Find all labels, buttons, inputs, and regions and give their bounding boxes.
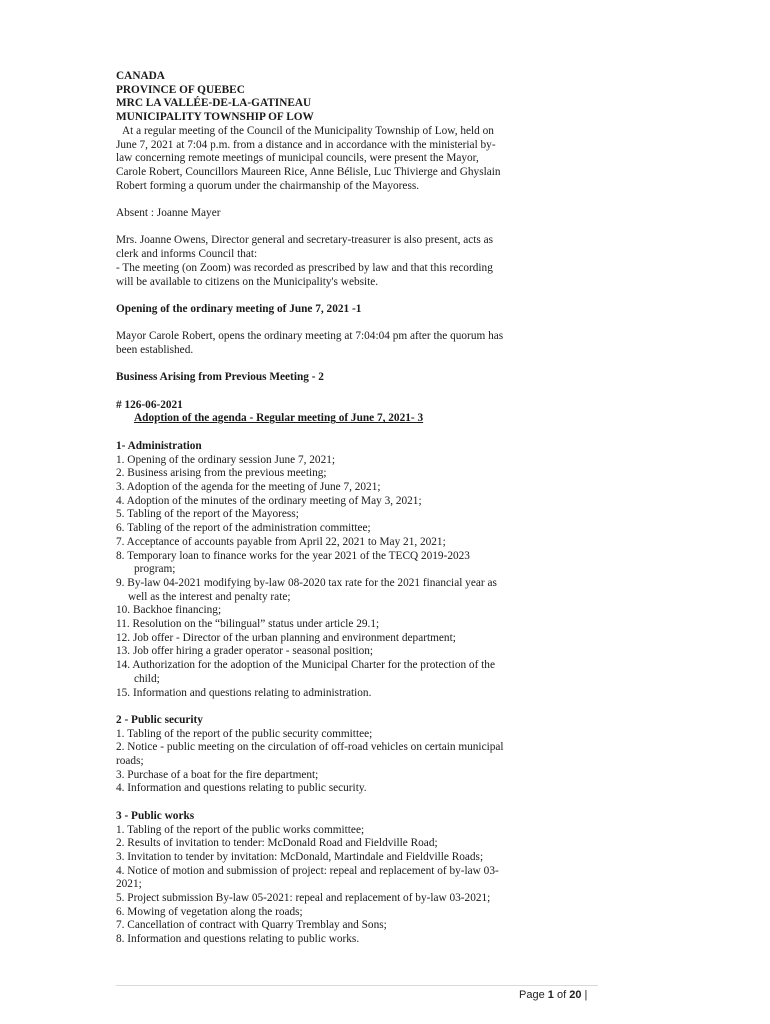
list-item: 8. Temporary loan to finance works for the year 2021 of the TECQ 2019-2023	[116, 549, 470, 562]
list-item: 14. Authorization for the adoption of the Municipal Charter for the protection of the	[116, 659, 495, 672]
intro-line: Robert forming a quorum under the chairmanship of the Mayoress.	[116, 179, 420, 192]
director-line: Mrs. Joanne Owens, Director general and secretary-treasurer is also present, acts as	[116, 234, 494, 247]
opening-title: Opening of the ordinary meeting of June 7, 2021 -1	[116, 302, 362, 315]
intro-paragraph	[116, 125, 596, 194]
director-line: - The meeting (on Zoom) was recorded as prescribed by law and that this recording	[116, 261, 493, 274]
list-item-continuation: roads;	[116, 755, 144, 768]
list-item: 5. Project submission By-law 05-2021: repeal and replacement of by-law 03-2021;	[116, 892, 491, 905]
list-item: 4. Adoption of the minutes of the ordinary meeting of May 3, 2021;	[116, 494, 422, 507]
list-item: 7. Cancellation of contract with Quarry Tremblay and Sons;	[116, 919, 387, 932]
list-item: 2. Business arising from the previous meeting;	[116, 467, 327, 480]
footer-page-word: Page	[519, 989, 545, 1001]
list-item: 3. Invitation to tender by invitation: McDonald, Martindale and Fieldville Roads;	[116, 850, 484, 863]
opening-text: been established.	[116, 344, 194, 356]
agenda-title: Adoption of the agenda - Regular meeting of June 7, 2021- 3	[134, 412, 424, 425]
list-item: 6. Mowing of vegetation along the roads;	[116, 905, 303, 918]
absent-line: Absent : Joanne Mayer	[116, 207, 221, 220]
section-title-administration: 1- Administration	[116, 439, 202, 452]
list-item: 1. Opening of the ordinary session June 7, 2021;	[116, 453, 336, 466]
list-item: 13. Job offer hiring a grader operator - seasonal position;	[116, 645, 374, 658]
security-list	[116, 728, 596, 797]
page-footer	[519, 989, 587, 1001]
header-country: CANADA	[116, 70, 165, 82]
list-item: 1. Tabling of the report of the public works committee;	[116, 823, 365, 836]
footer-current-page: 1	[547, 989, 554, 1001]
intro-line: At a regular meeting of the Council of the Municipality Township of Low, held on	[122, 124, 494, 137]
section-title-public-works: 3 - Public works	[116, 809, 195, 822]
list-item: 8. Information and questions relating to public works.	[116, 933, 360, 946]
intro-line: law concerning remote meetings of municipal councils, were present the Mayor,	[116, 152, 479, 165]
director-line: will be available to citizens on the Municipality's website.	[116, 275, 379, 288]
document-page	[116, 70, 596, 947]
list-item: 9. By-law 04-2021 modifying by-law 08-2020 tax rate for the 2021 financial year as	[116, 576, 497, 589]
works-list	[116, 824, 596, 947]
intro-line: Carole Robert, Councillors Maureen Rice, Anne Bélisle, Luc Thivierge and Ghyslain	[116, 165, 501, 178]
list-item: 7. Acceptance of accounts payable from April 22, 2021 to May 21, 2021;	[116, 535, 446, 548]
list-item: 4. Information and questions relating to public security.	[116, 782, 367, 795]
header-province: PROVINCE OF QUEBEC	[116, 83, 245, 96]
document-header	[116, 70, 596, 125]
list-item: 1. Tabling of the report of the public security committee;	[116, 727, 373, 740]
footer-total-pages: 20	[569, 989, 582, 1001]
director-paragraph	[116, 234, 596, 289]
footer-separator: |	[584, 989, 588, 1001]
opening-text: Mayor Carole Robert, opens the ordinary meeting at 7:04:04 pm after the quorum has	[116, 330, 504, 343]
footer-of-word: of	[556, 989, 567, 1001]
list-item-continuation: well as the interest and penalty rate;	[128, 590, 291, 603]
list-item: 6. Tabling of the report of the administration committee;	[116, 522, 371, 535]
list-item: 11. Resolution on the “bilingual” status under article 29.1;	[116, 618, 380, 631]
footer-divider	[116, 985, 598, 986]
list-item: 3. Purchase of a boat for the fire department;	[116, 768, 319, 781]
resolution-number: # 126-06-2021	[116, 398, 183, 411]
list-item: 15. Information and questions relating to administration.	[116, 686, 372, 699]
list-item: 10. Backhoe financing;	[116, 604, 222, 617]
business-title: Business Arising from Previous Meeting - 2	[116, 371, 324, 384]
intro-line: June 7, 2021 at 7:04 p.m. from a distance and in accordance with the ministerial by-	[116, 138, 496, 151]
list-item: 4. Notice of motion and submission of project: repeal and replacement of by-law 03-	[116, 864, 499, 877]
admin-list	[116, 454, 596, 701]
list-item-continuation: 2021;	[116, 878, 142, 891]
list-item: 2. Notice - public meeting on the circulation of off-road vehicles on certain municipal	[116, 741, 504, 754]
list-item: 5. Tabling of the report of the Mayoress;	[116, 508, 299, 521]
director-line: clerk and informs Council that:	[116, 248, 258, 261]
list-item-continuation: child;	[134, 672, 160, 685]
header-mrc: MRC LA VALLÉE-DE-LA-GATINEAU	[116, 97, 312, 110]
header-municipality: MUNICIPALITY TOWNSHIP OF LOW	[116, 111, 314, 124]
list-item: 3. Adoption of the agenda for the meeting of June 7, 2021;	[116, 480, 381, 493]
list-item-continuation: program;	[134, 563, 176, 576]
list-item: 12. Job offer - Director of the urban planning and environment department;	[116, 631, 456, 644]
section-title-public-security: 2 - Public security	[116, 713, 203, 726]
list-item: 2. Results of invitation to tender: McDonald Road and Fieldville Road;	[116, 837, 438, 850]
